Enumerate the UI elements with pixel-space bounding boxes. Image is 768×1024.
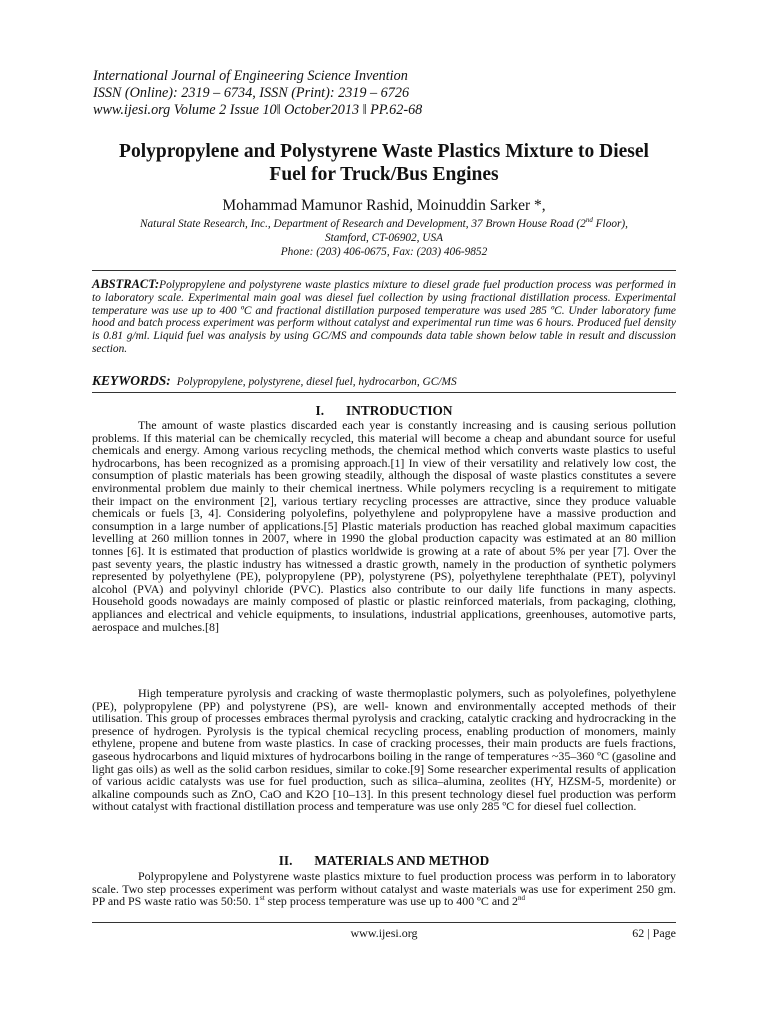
- section-heading-materials-method: [92, 853, 676, 868]
- journal-header: [93, 68, 653, 119]
- footer-page-number: 62 | Page: [632, 926, 676, 940]
- keywords-label: KEYWORDS:: [92, 373, 171, 388]
- authors: Mohammad Mamunor Rashid, Moinuddin Sarker *,: [222, 197, 546, 214]
- abstract-text: Polypropylene and polystyrene waste plastics mixture to diesel grade fuel production process was performed in to laboratory scale. Experimental main goal was diesel fuel collection by using fractional distillation process. Experimental temperature was use up to 400 ºC and fractional distillation purposed temperature was used 285 ºC. Under laboratory fume hood and batch process experiment was perform without catalyst and experimental run time was 6 hours. Produced fuel density is 0.81 g/ml. Liquid fuel was analysis by using GC/MS and compounds data table shown below table in result and discussion section.: [92, 279, 676, 355]
- affiliation-address: Natural State Research, Inc., Department of Research and Development, 37 Brown House Road (2: [140, 218, 586, 230]
- introduction-paragraph-2: High temperature pyrolysis and cracking of waste thermoplastic polymers, such as polyolefines, polyethylene (PE), polypropylene (PP) and polystyrene (PS), are well- known and environmentally accepted methods of their utilisation. This group of processes embraces thermal pyrolysis and cracking, catalytic cracking and hydrocracking in the presence of hydrogen. Pyrolysis is the typical chemical recycling process, enabling production of monomers, mainly ethylene, propene and butene from waste plastics. In case of cracking processes, their main products are fuels fractions, gaseous hydrocarbons and liquid mixtures of hydrocarbons boiling in the range of temperatures ~35–360 ºC (gasoline and light gas oils) as well as the solid carbon residues, similar to coke.[9] Some researcher experimental results of application of various acidic catalysts was use for fuel production, such as silica–alumina, zeolites (HY, HZSM-5, mordenite) or alkaline compounds such as ZnO, CaO and K2O [10–13]. In this present technology diesel fuel production was perform without catalyst with fractional distillation process and temperature was use only 285 ºC for diesel fuel collection.: [92, 686, 676, 814]
- affiliation: [90, 217, 678, 259]
- section-number: I.: [315, 403, 325, 418]
- paper-title-line-2: Fuel for Truck/Bus Engines: [269, 164, 499, 185]
- section-title: MATERIALS AND METHOD: [314, 853, 490, 868]
- abstract-label: ABSTRACT:: [92, 277, 160, 291]
- section-heading-introduction: [92, 403, 676, 418]
- ordinal-superscript: nd: [518, 894, 526, 903]
- keywords: [92, 373, 676, 390]
- introduction-paragraph-1: The amount of waste plastics discarded each year is constantly increasing and is causing serious pollution problems. If this material can be chemically recycled, this material will become a cheap and abundant source for useful chemicals and energy. Among various recycling methods, the chemical method which converts waste plastics to useful hydrocarbons, has been recognized as a promising approach.[1] In view of their versatility and relatively low cost, the consumption of plastic materials has been growing steadily, although the disposal of waste plastics constitutes a severe environmental problem due mainly to their chemical inertness. While polymers recycling is a requirement to mitigate their impact on the environment [2], various tertiary recycling processes are attractive, since they produce valuable chemicals or fuels [3, 4]. Considering polyolefins, polyethylene and polypropylene have a massive production and consumption in a large number of applications.[5] Plastic materials production has reached global maximum capacities levelling at 260 million tonnes in 2007, where in 1990 the global production capacity was estimated at an 80 million tonnes [6]. It is estimated that production of plastics worldwide is growing at a rate of about 5% per year [7]. Over the past seventy years, the plastic industry has witnessed a drastic growth, namely in the production of synthetic polymers represented by polyethylene (PE), polypropylene (PP), polystyrene (PS), polyethylene terephthalate (PET), polyvinyl alcohol (PVA) and polyvinyl chloride (PVC). Plastics also contribute to our daily life functions in many aspects. Household goods nowadays are mainly composed of plastic or plastic reinforced materials, from packaging, clothing, appliances and electrical and vehicle equipments, to insulations, industrial applications, greenhouses, automotive parts, aerospace and mulches.[8]: [92, 418, 676, 634]
- materials-text-b: step process temperature was use up to 400 ºC and 2: [264, 894, 519, 909]
- affiliation-line-2: Stamford, CT-06902, USA: [325, 232, 443, 244]
- section-number: II.: [278, 853, 293, 868]
- affiliation-superscript: nd: [585, 216, 593, 225]
- paper-title: [80, 140, 688, 186]
- affiliation-line-1: [90, 217, 678, 231]
- keywords-text: Polypropylene, polystyrene, diesel fuel, hydrocarbon, GC/MS: [176, 376, 457, 388]
- journal-name: International Journal of Engineering Science Invention: [93, 68, 408, 84]
- journal-issn: ISSN (Online): 2319 – 6734, ISSN (Print): 2319 – 6726: [93, 85, 410, 101]
- ordinal-superscript: st: [260, 894, 265, 903]
- abstract-bottom-rule: [92, 392, 676, 393]
- affiliation-contact: Phone: (203) 406-0675, Fax: (203) 406-9852: [280, 246, 488, 258]
- section-title: INTRODUCTION: [346, 403, 453, 418]
- footer-rule: [92, 922, 676, 923]
- abstract-top-rule: [92, 270, 676, 271]
- materials-text-a: Polypropylene and Polystyrene waste plastics mixture to fuel production process was perform in to laboratory scale. Two step processes experiment was perform without catalyst and waste materials was use for experiment 250 gm. PP and PS waste ratio was 50:50. 1: [92, 869, 676, 909]
- materials-method-paragraph-1: [92, 870, 676, 908]
- footer-url: www.ijesi.org: [350, 926, 418, 940]
- journal-volume: www.ijesi.org Volume 2 Issue 10ǁ October2013 ǁ PP.62-68: [93, 102, 423, 118]
- affiliation-floor: Floor),: [592, 218, 628, 230]
- abstract: [92, 278, 676, 356]
- paper-title-line-1: Polypropylene and Polystyrene Waste Plastics Mixture to Diesel: [119, 141, 649, 162]
